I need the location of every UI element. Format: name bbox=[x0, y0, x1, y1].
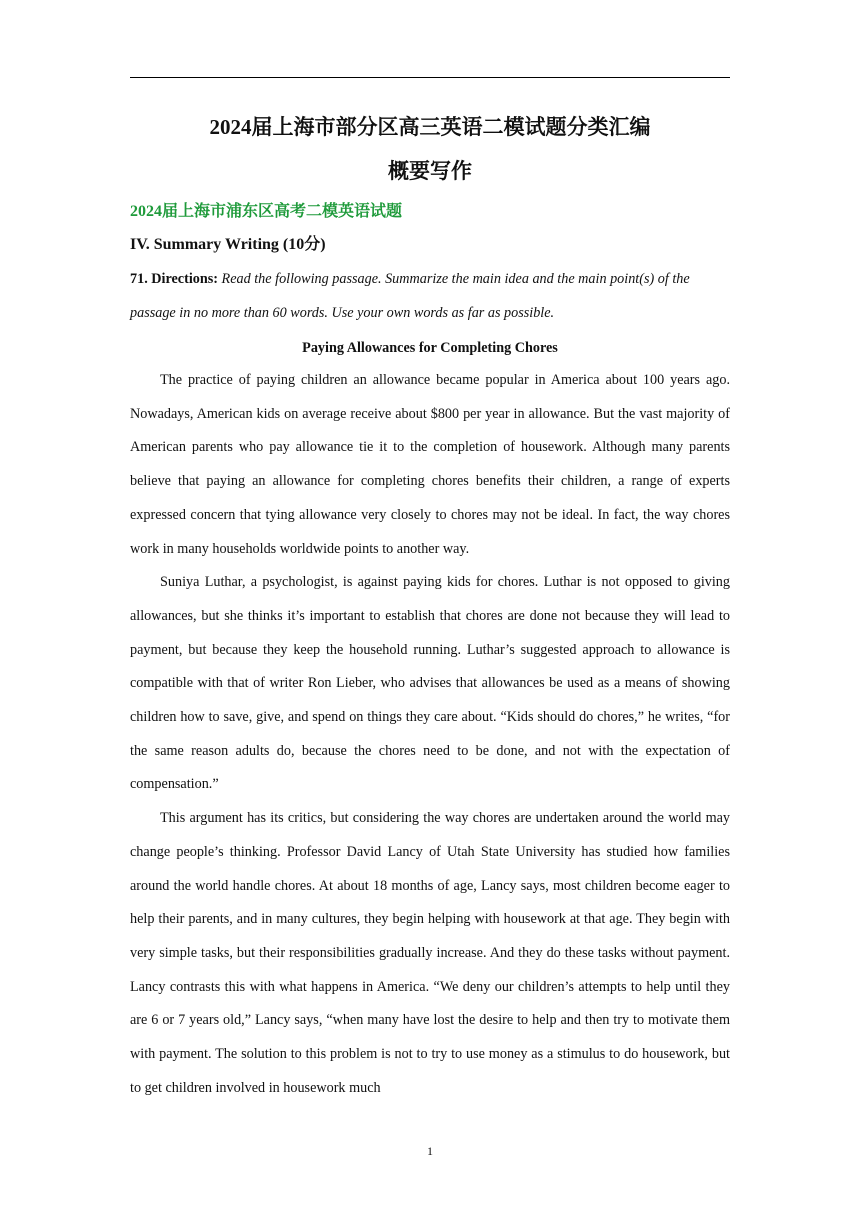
page-number: 1 bbox=[427, 1144, 433, 1158]
directions bbox=[130, 262, 730, 330]
document-title: 2024届上海市部分区高三英语二模试题分类汇编 bbox=[209, 115, 651, 139]
directions-text: Read the following passage. Summarize the main idea and the main point(s) of the passage in no more than 60 words. Use your own words as far as possible. bbox=[130, 271, 690, 321]
passage-paragraph-2: Suniya Luthar, a psychologist, is against paying kids for chores. Luthar is not opposed to giving allowances, but she thinks it’s important to establish that chores are done not because they will lead to payment, but because they keep the household running. Luthar’s suggested approach to allowance is compatible with that of writer Ron Lieber, who advises that allowances be used as a means of showing children how to save, give, and spend on things they care about. “Kids should do chores,” he writes, “for the same reason adults do, because the chores need to be done, and not with the expectation of compensation.” bbox=[130, 574, 730, 793]
passage-title: Paying Allowances for Completing Chores bbox=[302, 340, 558, 356]
passage-paragraph-1: The practice of paying children an allowance became popular in America about 100 years ago. Nowadays, American kids on average receive about $800 per year in allowance. But the vast majority of American parents who pay allowance tie it to the completion of housework. Although many parents believe that paying an allowance for completing chores benefits their children, a range of experts expressed concern that tying allowance very closely to chores may not be ideal. In fact, the way chores work in many households worldwide points to another way. bbox=[130, 372, 730, 557]
directions-label: 71. Directions: bbox=[130, 271, 218, 287]
passage-body bbox=[130, 364, 730, 1105]
header-rule bbox=[130, 77, 730, 78]
document-subtitle: 概要写作 bbox=[388, 159, 472, 183]
section-title: 2024届上海市浦东区高考二模英语试题 bbox=[130, 203, 403, 220]
passage-paragraph-3: This argument has its critics, but considering the way chores are undertaken around the world may change people’s thinking. Professor David Lancy of Utah State University has studied how families around the world handle chores. At about 18 months of age, Lancy says, most children become eager to help their parents, and in many cultures, they begin helping with housework at that age. They begin with very simple tasks, but their responsibilities gradually increase. And they do these tasks without payment. Lancy contrasts this with what happens in America. “We deny our children’s attempts to help until they are 6 or 7 years old,” Lancy says, “when many have lost the desire to help and then try to motivate them with payment. The solution to this problem is not to try to use money as a stimulus to do housework, but to get children involved in housework much bbox=[130, 810, 730, 1096]
part-title: IV. Summary Writing (10分) bbox=[130, 236, 326, 253]
